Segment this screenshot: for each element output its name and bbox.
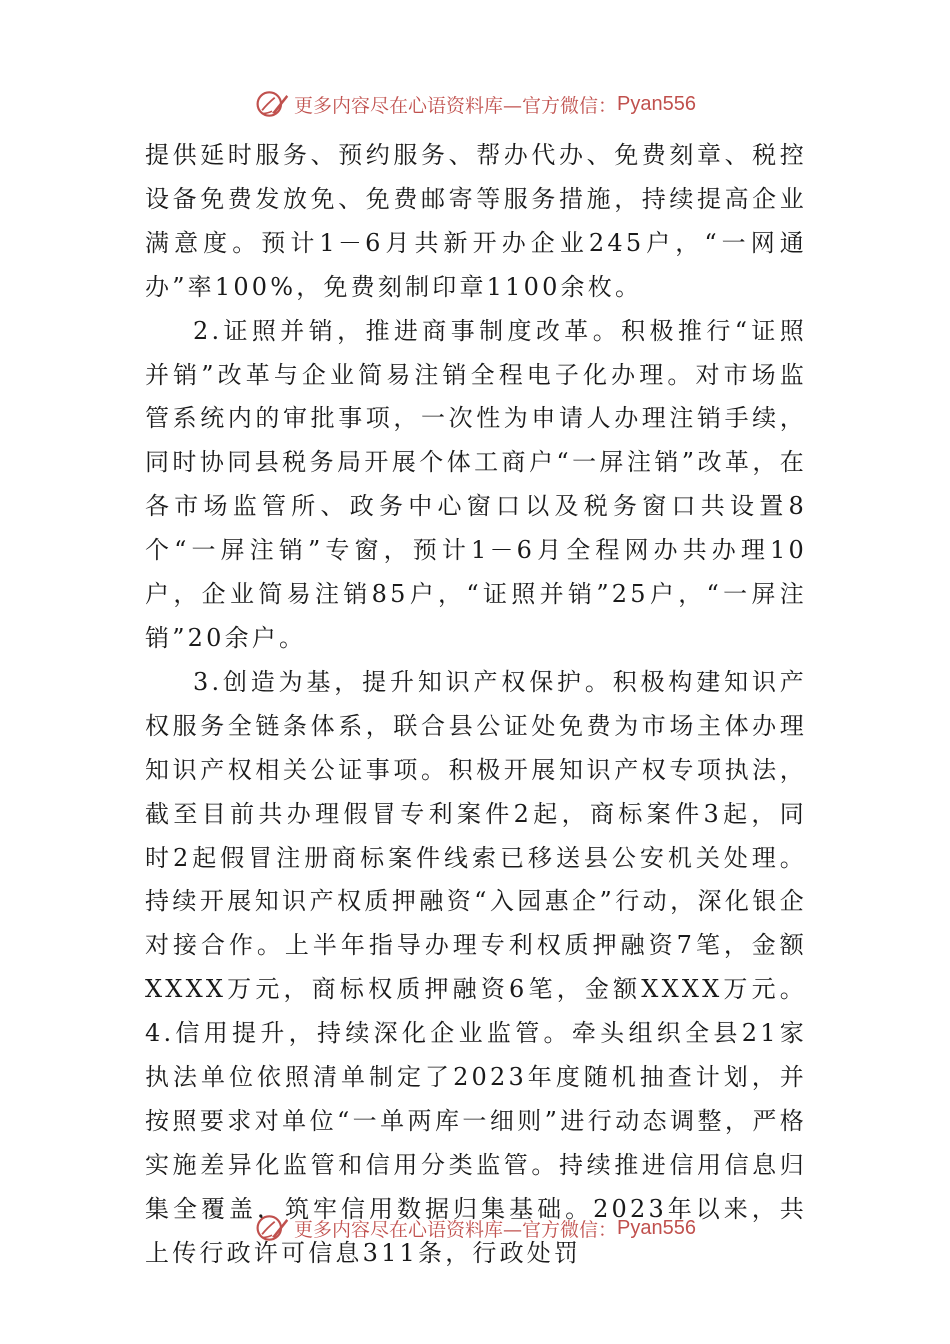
footer-brand-text: 更多内容尽在心语资料库— [294, 1218, 523, 1241]
header-wechat-label: 官方微信： [522, 94, 618, 117]
footer-banner [0, 1208, 950, 1248]
footer-wechat-id: Pyan556 [617, 1216, 696, 1239]
pen-logo-icon [254, 1210, 290, 1246]
paragraph-intellectual-property: 3.创造为基，提升知识产权保护。积极构建知识产权服务全链条体系，联合县公证处免费为市场主体办理知识产权相关公证事项。积极开展知识产权专项执法，截至目前共办理假冒专利案件2起，商标案件3起，同时2起假冒注册商标案件线索已移送县公安机关处理。持续开展知识产权质押融资“入园惠企”行动，深化银企对接合作。上半年指导办理专利权质押融资7笔，金额XXXX万元，商标权质押融资6笔，金额XXXX万元。4.信用提升，持续深化企业监管。牵头组织全县21家执法单位依照清单制定了2023年度随机抽查计划，并按照要求对单位“一单两库一细则”进行动态调整，严格实施差异化监管和信用分类监管。持续推进信用信息归集全覆盖，筑牢信用数据归集基础。2023年以来，共上传行政许可信息311条，行政处罚 [145, 667, 807, 1267]
header-brand-text: 更多内容尽在心语资料库— [294, 94, 523, 117]
paragraph-license-cancellation: 2.证照并销，推进商事制度改革。积极推行“证照并销”改革与企业简易注销全程电子化办理。对市场监管系统内的审批事项，一次性为申请人办理注销手续，同时协同县税务局开展个体工商户“一屏注销”改革，在各市场监管所、政务中心窗口以及税务窗口共设置8个“一屏注销”专窗，预计1－6月全程网办共办理10户，企业简易注销85户，“证照并销”25户，“一屏注销”20余户。 [145, 316, 807, 652]
header-wechat-id: Pyan556 [617, 92, 696, 115]
document-body [145, 134, 807, 1276]
footer-wechat-label: 官方微信： [522, 1218, 618, 1241]
pen-logo-icon [254, 86, 290, 122]
header-banner [0, 84, 950, 124]
paragraph-continuation: 提供延时服务、预约服务、帮办代办、免费刻章、税控设备免费发放免、免费邮寄等服务措施，持续提高企业满意度。预计1－6月共新开办企业245户，“一网通办”率100%，免费刻制印章1100余枚。 [145, 141, 807, 301]
